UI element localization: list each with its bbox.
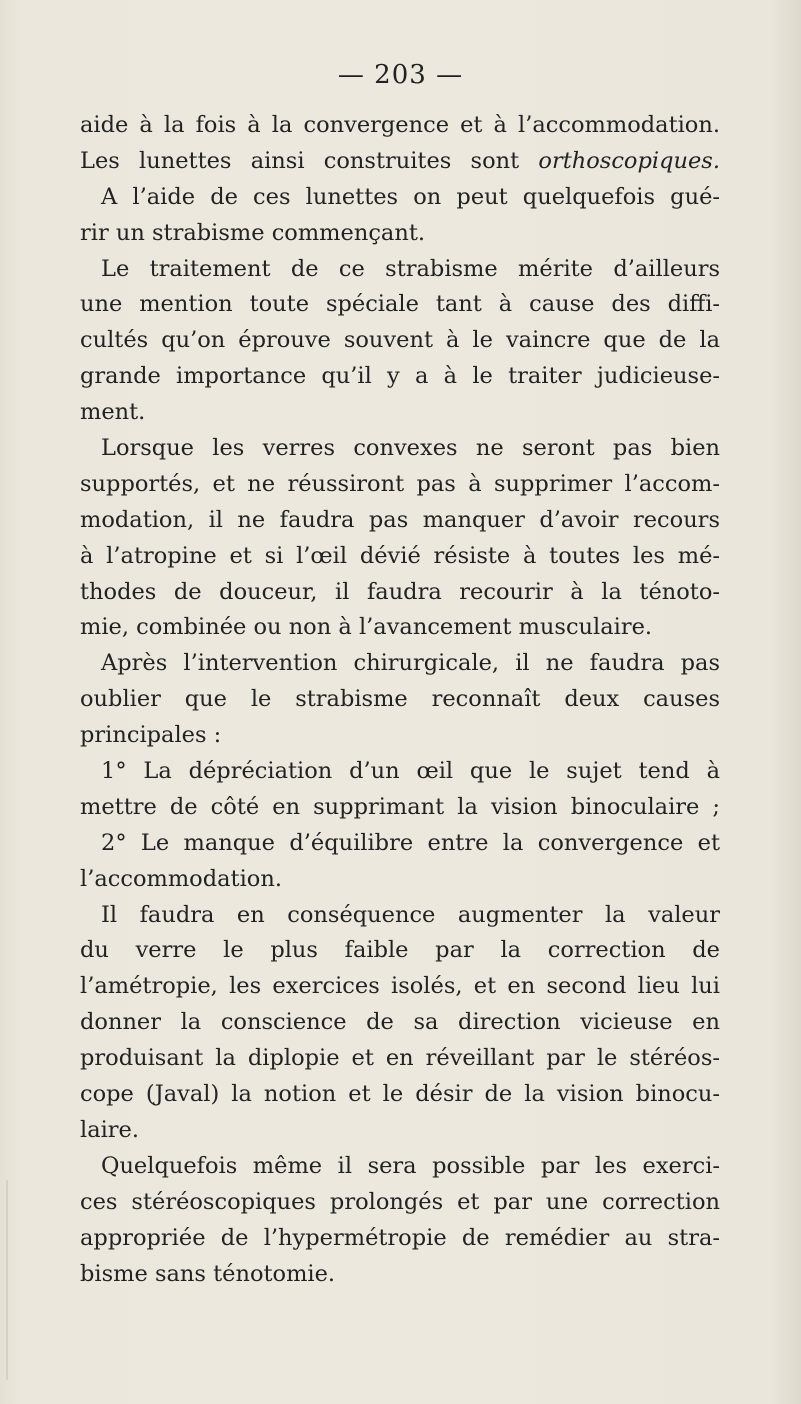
text-line <box>80 395 720 431</box>
line-text: aide à la fois à la convergence et à l’accommodation. <box>80 112 720 138</box>
text-line <box>80 718 720 754</box>
text-line <box>80 610 720 646</box>
line-text: ces stéréoscopiques prolongés et par une correction <box>80 1188 720 1215</box>
line-text: Après l’intervention chirurgicale, il ne faudra pas <box>101 650 720 677</box>
line-text: bisme sans ténotomie. <box>80 1260 336 1287</box>
line-text: principales : <box>80 722 222 749</box>
line-text: 1° La dépréciation d’un œil que le sujet tend à <box>101 758 720 785</box>
line-text: Il faudra en conséquence augmenter la valeur <box>101 901 720 928</box>
line-text: Les lunettes ainsi construites sont <box>80 147 539 174</box>
text-line <box>80 539 720 575</box>
text-line <box>80 503 720 539</box>
text-line <box>80 969 720 1005</box>
line-text: mettre de côté en supprimant la vision binoculaire ; <box>80 793 720 820</box>
text-line <box>80 862 720 898</box>
line-text: cope (Javal) la notion et le désir de la vision binocu- <box>80 1081 720 1108</box>
text-line <box>80 216 720 252</box>
line-text: A l’aide de ces lunettes on peut quelquefois gué- <box>101 183 720 210</box>
line-text: mie, combinée ou non à l’avancement musculaire. <box>80 614 653 641</box>
line-text: donner la conscience de sa direction vicieuse en <box>80 1009 720 1036</box>
line-text: Le traitement de ce strabisme mérite d’ailleurs <box>101 255 720 282</box>
line-text: modation, il ne faudra pas manquer d’avoir recours <box>80 506 720 533</box>
text-line <box>80 431 720 467</box>
line-text: thodes de douceur, il faudra recourir à la ténoto- <box>80 578 720 605</box>
text-line <box>80 682 720 718</box>
text-line <box>80 1257 720 1293</box>
text-line <box>80 252 720 288</box>
text-line <box>80 933 720 969</box>
text-line <box>80 646 720 682</box>
text-line <box>80 790 720 826</box>
text-line <box>80 1041 720 1077</box>
line-text: produisant la diplopie et en réveillant par le stéréos- <box>80 1045 720 1072</box>
text-line <box>80 754 720 790</box>
line-text: Quelquefois même il sera possible par les exerci- <box>101 1152 720 1179</box>
line-text: cultés qu’on éprouve souvent à le vaincre que de la <box>80 327 720 354</box>
line-text: appropriée de l’hypermétropie de remédier au stra- <box>80 1224 720 1251</box>
line-text: 2° Le manque d’équilibre entre la convergence et <box>101 829 720 856</box>
line-text: laire. <box>80 1116 140 1143</box>
page-edge-shadow <box>6 1180 8 1380</box>
text-line <box>80 898 720 934</box>
text-line <box>80 1113 720 1149</box>
line-emphasis: orthoscopiques. <box>538 147 720 174</box>
line-text: du verre le plus faible par la correction de <box>80 937 720 964</box>
line-text: supportés, et ne réussiront pas à supprimer l’accom- <box>80 470 720 497</box>
text-line <box>80 826 720 862</box>
text-line <box>80 1077 720 1113</box>
text-line <box>80 575 720 611</box>
line-text: grande importance qu’il y a à le traiter judicieuse- <box>80 363 720 390</box>
text-line <box>80 1221 720 1257</box>
line-text: à l’atropine et si l’œil dévié résiste à toutes les mé- <box>80 542 720 569</box>
text-line <box>80 359 720 395</box>
line-text: l’amétropie, les exercices isolés, et en second lieu lui <box>80 973 720 1000</box>
line-text: oublier que le strabisme reconnaît deux causes <box>80 686 720 713</box>
line-text: rir un strabisme commençant. <box>80 219 426 246</box>
text-line <box>80 1005 720 1041</box>
text-line <box>80 1149 720 1185</box>
text-line <box>80 287 720 323</box>
page-number: — 203 — <box>337 60 464 90</box>
text-line <box>80 144 720 180</box>
text-line <box>80 180 720 216</box>
text-line <box>80 323 720 359</box>
text-line <box>80 108 720 144</box>
body-text <box>80 108 720 1292</box>
text-line <box>80 467 720 503</box>
line-text: l’accommodation. <box>80 865 282 892</box>
text-line <box>80 1185 720 1221</box>
line-text: ment. <box>80 399 146 426</box>
line-text: une mention toute spéciale tant à cause des diffi- <box>80 291 720 318</box>
line-text: Lorsque les verres convexes ne seront pas bien <box>101 435 720 462</box>
